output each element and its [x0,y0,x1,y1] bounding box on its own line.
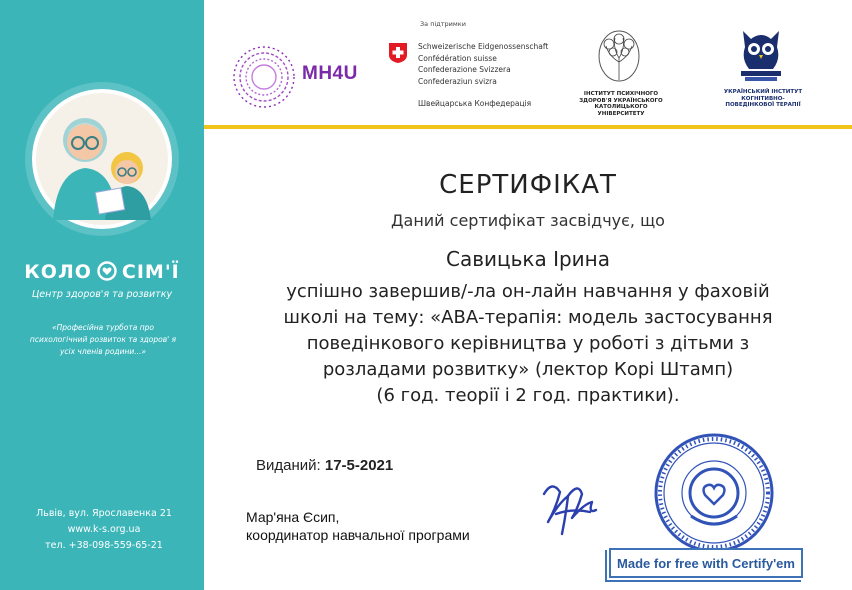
brand-right: СІМ'Ї [121,261,180,283]
body-line: (6 год. теорії і 2 год. практики). [376,385,680,406]
body-line: школі на тему: «АВА-терапія: модель застосування [283,307,773,328]
signer-role: координатор навчальної програми [246,527,470,543]
signature-image [538,474,608,540]
address: Львів, вул. Ярославенка 21 [36,508,172,519]
cbt-institute-label: УКРАЇНСЬКИЙ ІНСТИТУТ КОГНІТИВНО-ПОВЕДІНКОВОЇ ТЕРАПІЇ [723,89,803,108]
recipient-name: Савицька Ірина [445,247,611,271]
organization-stamp-image [653,432,775,554]
mh4u-label: MH4U [302,63,358,84]
swiss-name-line: Confederazione Svizzera [418,65,511,74]
body-line: розладами розвитку» (лектор Корі Штамп) [322,359,734,380]
website-link[interactable]: www.k-s.org.ua [67,524,141,535]
certificate-intro: Даний сертифікат засвідчує, що [391,211,665,230]
swiss-flag-icon [387,42,409,64]
issued-line [256,457,393,474]
brand-subtitle: Центр здоров'я та розвитку [31,289,173,300]
swiss-name-line: Confédération suisse [418,53,497,63]
certifyem-badge[interactable]: Made for free with Certify'em [609,548,803,578]
ucu-tree-logo-icon [597,28,641,86]
phone: тел. +38-098-559-65-21 [45,540,163,551]
signer-name: Мар'яна Єсип, [246,509,340,525]
issued-date: 17-5-2021 [324,457,394,474]
brand-name [0,261,204,283]
contacts [18,506,190,554]
mh4u-ring-logo-icon [231,44,297,110]
swiss-name-line: Confederaziun svizra [418,76,497,86]
motto: «Професійна турбота про психологічний розвиток та здоров' я усіх членів родини...» [29,323,177,356]
owl-logo-icon [737,25,785,83]
certificate-body [204,279,852,409]
sidebar [0,0,204,590]
certificate-title: СЕРТИФІКАТ [439,170,617,200]
family-logo-icon [23,80,181,238]
header-divider [204,125,852,129]
brand-left: КОЛО [24,261,92,283]
heart-ring-icon [92,261,122,281]
issued-label: Виданий: [256,457,321,474]
support-label: За підтримки [420,20,466,28]
swiss-name-line: Schweizerische Eidgenossenschaft [418,42,549,51]
swiss-names [418,41,548,87]
body-line: успішно завершив/-ла он-лайн навчання у фаховій [286,281,770,302]
swiss-confederation-label: Швейцарська Конфедерація [418,99,532,108]
ucu-institute-label: ІНСТИТУТ ПСИХІЧНОГО ЗДОРОВ'Я УКРАЇНСЬКОГО КАТОЛИЦЬКОГО УНІВЕРСИТЕТУ [579,91,663,117]
body-line: поведінкового керівництва у роботі з дітьми з [306,333,750,354]
